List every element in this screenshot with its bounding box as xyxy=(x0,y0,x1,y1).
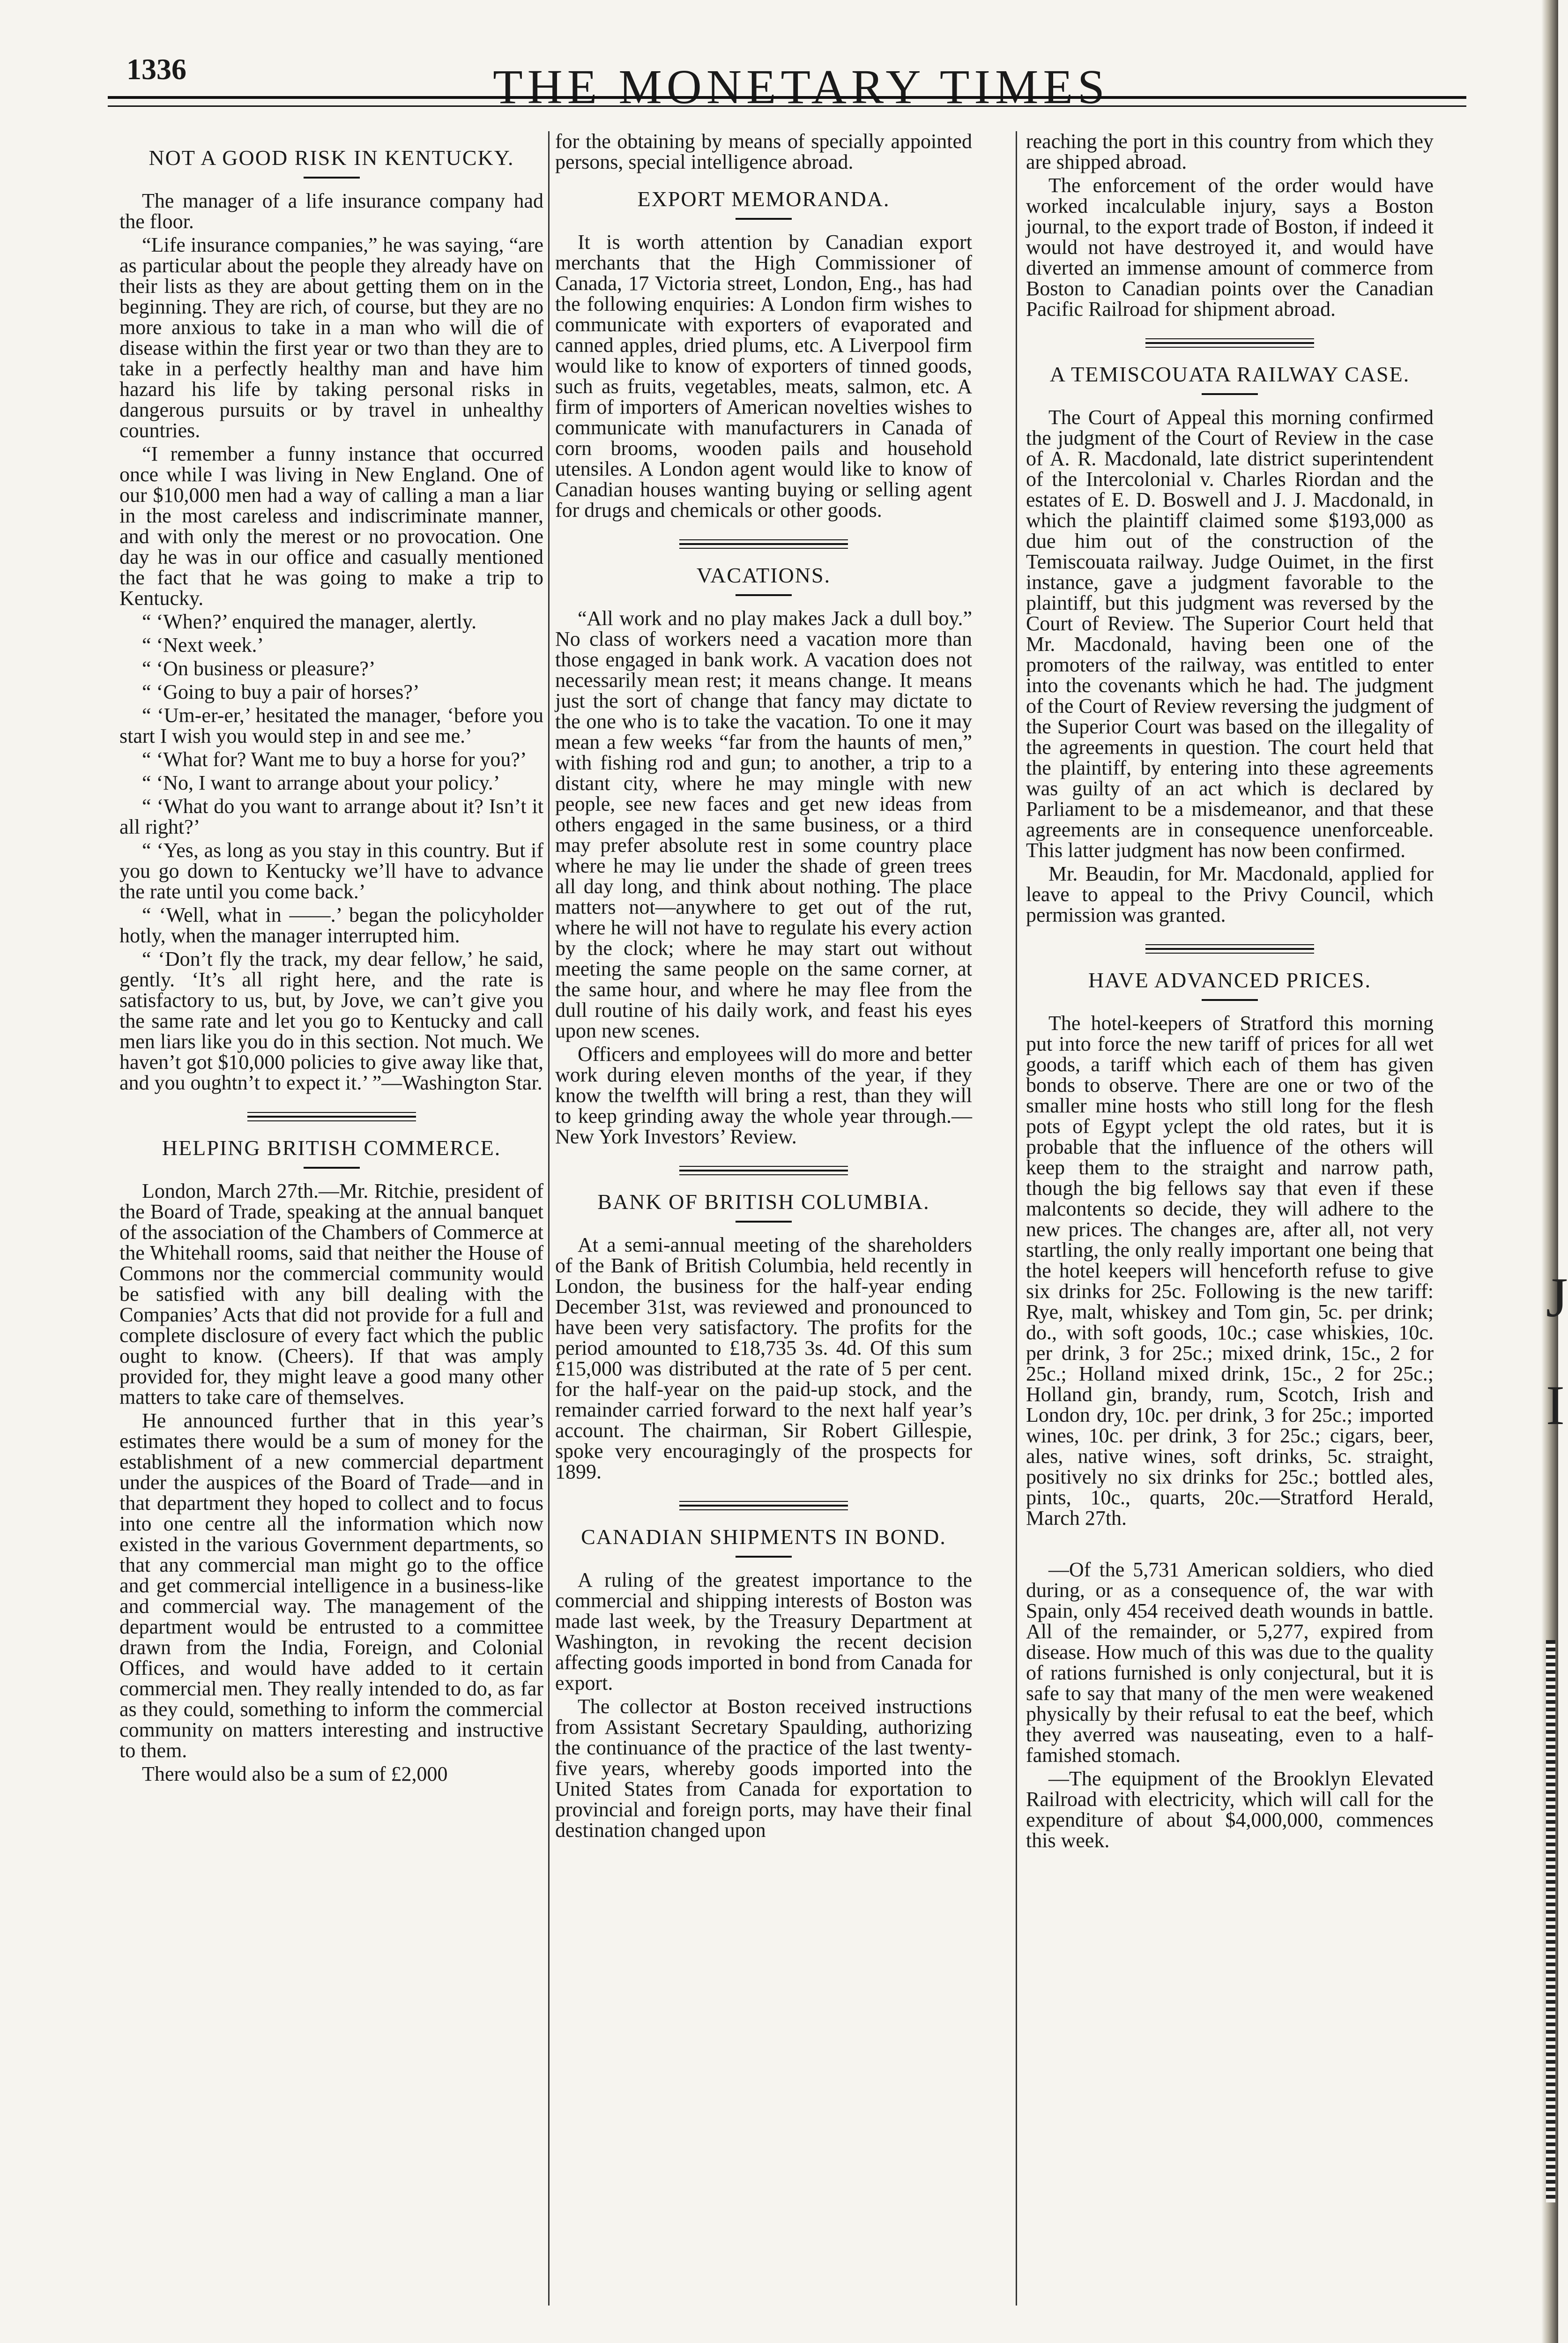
article-paragraph: He announced further that in this year’s estimates there would be a sum of money for the establishment of a new commercial department under the auspices of the Board of Trade—and in that department they hoped to collect and to focus into one centre all the information which now existed in the various Government departments, so that any commercial man might go to the office and get commercial intelligence in a business-like and commercial way. The management of the department would be entrusted to a committee drawn from the India, Foreign, and Colonial Offices, and would have added to it certain commercial men. They really intended to do, as far as they could, something to inform the commercial community on matters interesting and instructive to them. xyxy=(119,1409,543,1762)
article-headline: NOT A GOOD RISK IN KENTUCKY. xyxy=(149,146,514,170)
headline-rule xyxy=(736,1221,792,1223)
column-divider xyxy=(548,131,550,2306)
article-paragraph: The Court of Appeal this morning confirmed the judgment of the Court of Review in the case of A. R. Macdonald, late district superintendent of the Intercolonial v. Charles Riordan and the estates of E. D. Boswell and J. J. Macdonald, in which the plaintiff claimed some $193,000 as due him out of the construction of the Temiscouata railway. Judge Ouimet, in the first instance, gave a judgment favorable to the plaintiff, but this judgment was reversed by the Court of Review. The Superior Court held that Mr. Macdonald, having been one of the promoters of the railway, was entitled to enter into the covenants which he had. The judgment of the Court of Review reversing the judgment of the Superior Court was based on the illegality of the agreements in question. The court held that the plaintiff, by entering into these agreements was guilty of an act which is declared by Parliament to be a misdemeanor, and that these agreements are in consequence unenforceable. This latter judgment has now been confirmed. xyxy=(1026,406,1434,862)
page-edge-marks xyxy=(1546,1640,1555,2202)
article-paragraph: “ ‘When?’ enquired the manager, alertly. xyxy=(142,610,477,633)
page-header xyxy=(108,26,1494,114)
article-headline: CANADIAN SHIPMENTS IN BOND. xyxy=(581,1525,946,1549)
article-paragraph: “ ‘What do you want to arrange about it? Isn’t it all right?’ xyxy=(119,795,543,838)
article-paragraph: “ ‘Yes, as long as you stay in this country. But if you go down to Kentucky we’ll have to advance the rate until you come back.’ xyxy=(119,839,543,903)
column-divider xyxy=(1016,131,1017,2306)
article-headline: EXPORT MEMORANDA. xyxy=(637,187,890,211)
article-paragraph: At a semi-annual meeting of the shareholders of the Bank of British Columbia, held recently in London, the business for the half-year ending December 31st, was reviewed and pronounced to have been very satisfactory. The profits for the period amounted to £18,735 3s. 4d. Of this sum £15,000 was distributed at the rate of 5 per cent. for the half-year on the paid-up stock, and the remainder carried forward to the next half year’s account. The chairman, Sir Robert Gillespie, spoke very encouragingly of the prospects for 1899. xyxy=(555,1233,972,1483)
headline-rule xyxy=(736,218,792,220)
headline-rule xyxy=(304,1167,360,1169)
article-separator xyxy=(679,1166,848,1175)
header-rule-thin xyxy=(108,105,1466,107)
article-paragraph: “Life insurance companies,” he was saying, “are as particular about the people they already have on their lists as they are about getting them on in the beginning. They are rich, of course, but they are no more anxious to take in a man who will die of disease within the first year or two than they are to take in a perfectly healthy man and have him hazard his life by taking personal risks in dangerous pursuits or by travel in unhealthy countries. xyxy=(119,233,543,442)
article-paragraph: “ ‘Well, what in ——.’ began the policyholder hotly, when the manager interrupted him. xyxy=(119,903,543,947)
article-paragraph: There would also be a sum of £2,000 xyxy=(142,1762,448,1785)
article-paragraph: “ ‘Going to buy a pair of horses?’ xyxy=(142,680,420,703)
article-paragraph: The hotel-keepers of Stratford this morning put into force the new tariff of prices for all wet goods, a tariff which each of them has given bonds to observe. There are one or two of the smaller mine hosts who still long for the flesh pots of Egypt yclept the old rates, but it is probable that the influence of the others will keep them to the straight and narrow path, though the big fellows say that even if these malcontents so decide, they will adhere to the new prices. The changes are, after all, not very startling, the only really important one being that the hotel keepers will henceforth refuse to give six drinks for 25c. Following is the new tariff: Rye, malt, whiskey and Tom gin, 5c. per drink; do., with soft goods, 10c.; case whiskies, 10c. per drink, 3 for 25c.; mixed drink, 15c., 2 for 25c.; Holland mixed drink, 15c., 2 for 25c.; Holland gin, brandy, rum, Scotch, Irish and London dry, 10c. per drink, 3 for 25c.; imported wines, 10c. per drink, 3 for 25c.; cigars, beer, ales, native wines, soft drinks, 5c. straight, positively no six drinks for 25c.; bottled ales, pints, 10c., quarts, 20c.—Stratford Herald, March 27th. xyxy=(1026,1012,1434,1530)
article-paragraph: —The equipment of the Brooklyn Elevated Railroad with electricity, which will call for the expenditure of about $4,000,000, commences this week. xyxy=(1026,1767,1434,1852)
article-paragraph: “I remember a funny instance that occurred once while I was living in New England. One of our $10,000 men had a way of calling a man a liar in the most careless and indiscriminate manner, and with only the merest or no provocation. One day he was in our office and casually mentioned the fact that he was going to make a trip to Kentucky. xyxy=(119,442,543,610)
article-paragraph: “All work and no play makes Jack a dull boy.” No class of workers need a vacation more than those engaged in bank work. A vacation does not necessarily mean rest; it means change. It means just the sort of change that fancy may dictate to the one who is to take the vacation. To one it may mean a few weeks “far from the haunts of men,” with fishing rod and gun; to another, a trip to a distant city, where he may mingle with new people, see new faces and get new ideas from others engaged in the same business, or a third may prefer absolute rest in some country place where he may lie under the shade of green trees all day long, and think about nothing. The place matters not—anywhere to get out of the rut, where he will not have to regulate his every action by the clock; where he may start out without meeting the same people on the same corner, at the same hour, and where he may flee from the dull routine of his daily work, and feast his eyes upon new scenes. xyxy=(555,607,972,1042)
article-headline: A TEMISCOUATA RAILWAY CASE. xyxy=(1049,362,1410,386)
article-paragraph: “ ‘On business or pleasure?’ xyxy=(142,657,376,680)
headline-rule xyxy=(736,1556,792,1558)
article-separator xyxy=(1145,944,1314,954)
headline-rule xyxy=(736,594,792,596)
article-paragraph: Mr. Beaudin, for Mr. Macdonald, applied for leave to appeal to the Privy Council, which permission was granted. xyxy=(1026,862,1434,926)
column-3 xyxy=(1026,131,1434,2343)
article-paragraph: for the obtaining by means of specially appointed persons, special intelligence abroad. xyxy=(555,130,972,173)
margin-glyph: I xyxy=(1546,1374,1565,1436)
article-headline: BANK OF BRITISH COLUMBIA. xyxy=(597,1190,930,1214)
article-headline: VACATIONS. xyxy=(696,563,831,587)
article-paragraph: reaching the port in this country from which they are shipped abroad. xyxy=(1026,130,1434,173)
article-paragraph: “ ‘Next week.’ xyxy=(142,634,264,657)
header-rule xyxy=(108,96,1466,99)
margin-glyph: J xyxy=(1546,1266,1568,1328)
article-paragraph: “ ‘Don’t fly the track, my dear fellow,’ he said, gently. ‘It’s all right here, and the rate is satisfactory to us, but, by Jove, we can’t give you the same rate and let you go to Kentucky and call men liars like you do in this section. Not much. We haven’t got $10,000 policies to give away like that, and you oughtn’t to expect it.’ ”—Washington Star. xyxy=(119,948,543,1094)
masthead-title: THE MONETARY TIMES xyxy=(493,60,1109,114)
article-paragraph: —Of the 5,731 American soldiers, who died during, or as a consequence of, the war with Spain, only 454 received death wounds in battle. All of the remainder, or 5,277, expired from disease. How much of this was due to the quality of rations furnished is only conjectural, but it is safe to say that many of the men were weakened physically by their refusal to eat the beef, which they averred was nauseating, even to a half-famished stomach. xyxy=(1026,1558,1434,1767)
article-paragraph: Officers and employees will do more and better work during eleven months of the year, if they know the twelfth will bring a rest, than they will to keep grinding away the whole year through.—New York Investors’ Review. xyxy=(555,1043,972,1148)
article-paragraph: The enforcement of the order would have worked incalculable injury, says a Boston journal, to the export trade of Boston, if indeed it would not have destroyed it, and would have diverted an immense amount of commerce from Boston to Canadian points over the Canadian Pacific Railroad for shipment abroad. xyxy=(1026,174,1434,321)
article-separator xyxy=(1145,338,1314,348)
column-2 xyxy=(555,131,972,2343)
page-number: 1336 xyxy=(126,52,186,86)
article-paragraph: It is worth attention by Canadian export merchants that the High Commissioner of Canada, 17 Victoria street, London, Eng., has had the following enquiries: A London firm wishes to communicate with exporters of evaporated and canned apples, dried plums, etc. A Liverpool firm would like to know of exporters of tinned goods, such as fruits, vegetables, meats, salmon, etc. A firm of importers of American novelties wishes to communicate with manufacturers in Canada of corn brooms, wooden pails and household utensiles. A London agent would like to know of Canadian houses wanting buying or selling agent for drugs and chemicals or other goods. xyxy=(555,231,972,522)
headline-rule xyxy=(1202,999,1258,1001)
article-paragraph: The manager of a life insurance company had the floor. xyxy=(119,189,543,233)
article-paragraph: The collector at Boston received instructions from Assistant Secretary Spaulding, authorizing the continuance of the practice of the last twenty-five years, whereby goods imported into the United States from Canada for exportation to provincial and foreign ports, may have their final destination changed upon xyxy=(555,1695,972,1842)
article-separator xyxy=(247,1112,416,1121)
headline-rule xyxy=(1202,393,1258,395)
column-1 xyxy=(119,131,543,2343)
article-paragraph: “ ‘What for? Want me to buy a horse for you?’ xyxy=(142,748,527,771)
article-headline: HELPING BRITISH COMMERCE. xyxy=(162,1136,501,1160)
article-separator xyxy=(679,1501,848,1510)
article-paragraph: “ ‘Um-er-er,’ hesitated the manager, ‘before you start I wish you would step in and see me.’ xyxy=(119,704,543,747)
headline-rule xyxy=(304,177,360,179)
article-separator xyxy=(679,539,848,549)
spacer xyxy=(1026,1531,1434,1560)
article-paragraph: London, March 27th.—Mr. Ritchie, president of the Board of Trade, speaking at the annual banquet of the association of the Chambers of Commerce at the Whitehall rooms, said that neither the House of Commons nor the commercial community would be satisfied with any bill dealing with the Companies’ Acts that did not provide for a full and complete disclosure of every fact which the public ought to know. (Cheers). If that was amply provided for, they might leave a good many other matters to take care of themselves. xyxy=(119,1179,543,1409)
article-paragraph: “ ‘No, I want to arrange about your policy.’ xyxy=(142,771,500,794)
article-headline: HAVE ADVANCED PRICES. xyxy=(1088,968,1371,992)
article-paragraph: A ruling of the greatest importance to the commercial and shipping interests of Boston was made last week, by the Treasury Department at Washington, in revoking the recent decision affecting goods imported in bond from Canada for export. xyxy=(555,1568,972,1694)
